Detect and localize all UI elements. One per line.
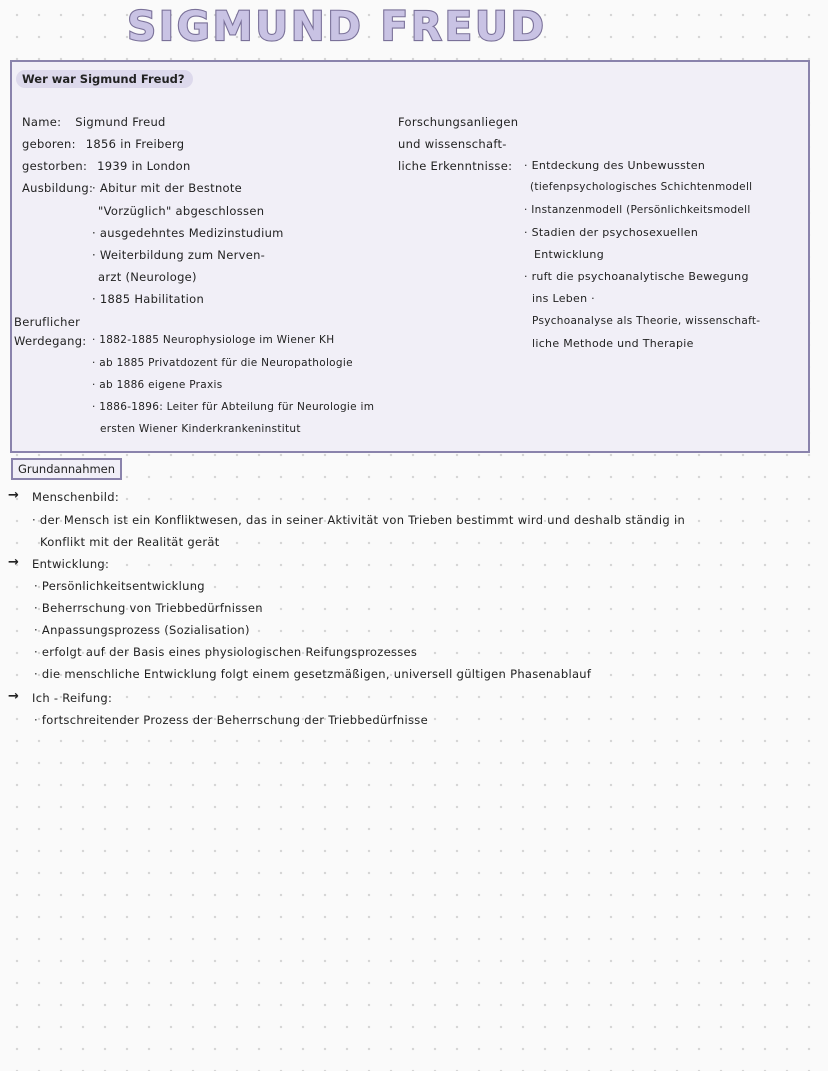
career-label: Beruflicher [14, 315, 81, 329]
career-label: Werdegang: [14, 334, 87, 348]
name-label: Name: [22, 115, 62, 129]
born-value: 1856 in Freiberg [85, 137, 185, 151]
education-item: · 1885 Habilitation [92, 292, 205, 306]
section-bullet: Konflikt mit der Realität gerät [40, 535, 220, 549]
arrow-icon: → [8, 555, 19, 570]
education-item: · Weiterbildung zum Nerven- [92, 248, 266, 262]
died-label: gestorben: [22, 159, 88, 173]
research-item: Psychoanalyse als Theorie, wissenschaft- [532, 315, 761, 327]
section-bullet: · Persönlichkeitsentwicklung [34, 579, 205, 593]
section-bullet: · der Mensch ist ein Konfliktwesen, das in seiner Aktivität von Trieben bestimmt wird und deshalb ständig in [32, 513, 686, 527]
born-row [22, 137, 184, 151]
research-label: und wissenschaft- [398, 137, 507, 151]
grund-heading: Grundannahmen [11, 458, 122, 480]
research-item: liche Methode und Therapie [532, 337, 694, 350]
section-bullet: · fortschreitender Prozess der Beherrschung der Triebbedürfnisse [34, 713, 428, 727]
research-item: · Instanzenmodell (Persönlichkeitsmodell [524, 204, 751, 216]
education-item: · Abitur mit der Bestnote [92, 181, 243, 195]
died-value: 1939 in London [97, 159, 191, 173]
career-item: ersten Wiener Kinderkrankeninstitut [100, 423, 301, 435]
name-row [22, 115, 166, 129]
section-bullet: · Anpassungsprozess (Sozialisation) [34, 623, 250, 637]
died-row [22, 159, 191, 173]
career-item: · 1886-1896: Leiter für Abteilung für Neurologie im [92, 401, 375, 413]
career-item: · ab 1885 Privatdozent für die Neuropathologie [92, 357, 353, 369]
education-item: "Vorzüglich" abgeschlossen [98, 204, 265, 218]
research-item: ins Leben · [532, 292, 595, 305]
title-text: SIGMUND FREUD [127, 4, 547, 50]
section-bullet: · erfolgt auf der Basis eines physiologischen Reifungsprozesses [34, 645, 418, 659]
education-label: Ausbildung: [22, 181, 94, 195]
career-item: · 1882-1885 Neurophysiologe im Wiener KH [92, 334, 335, 346]
education-item: · ausgedehntes Medizinstudium [92, 226, 284, 240]
research-item: · ruft die psychoanalytische Bewegung [524, 270, 749, 283]
section-title: Ich - Reifung: [32, 691, 113, 705]
research-item: Entwicklung [534, 248, 604, 261]
born-label: geboren: [22, 137, 76, 151]
research-label: Forschungsanliegen [398, 115, 519, 129]
title-lettering [0, 2, 828, 50]
research-item: · Entdeckung des Unbewussten [524, 159, 706, 172]
section-title: Entwicklung: [32, 557, 110, 571]
name-value: Sigmund Freud [75, 115, 166, 129]
section-bullet: · die menschliche Entwicklung folgt einem gesetzmäßigen, universell gültigen Phasenablauf [34, 667, 592, 681]
section-bullet: · Beherrschung von Triebbedürfnissen [34, 601, 263, 615]
research-item: · Stadien der psychosexuellen [524, 226, 699, 239]
arrow-icon: → [8, 689, 19, 704]
bio-question: Wer war Sigmund Freud? [16, 70, 193, 88]
education-item: arzt (Neurologe) [98, 270, 197, 284]
page-title [0, 2, 828, 50]
research-item: (tiefenpsychologisches Schichtenmodell [530, 181, 753, 193]
arrow-icon: → [8, 488, 19, 503]
research-label: liche Erkenntnisse: [398, 159, 513, 173]
section-title: Menschenbild: [32, 490, 120, 504]
career-item: · ab 1886 eigene Praxis [92, 379, 223, 391]
